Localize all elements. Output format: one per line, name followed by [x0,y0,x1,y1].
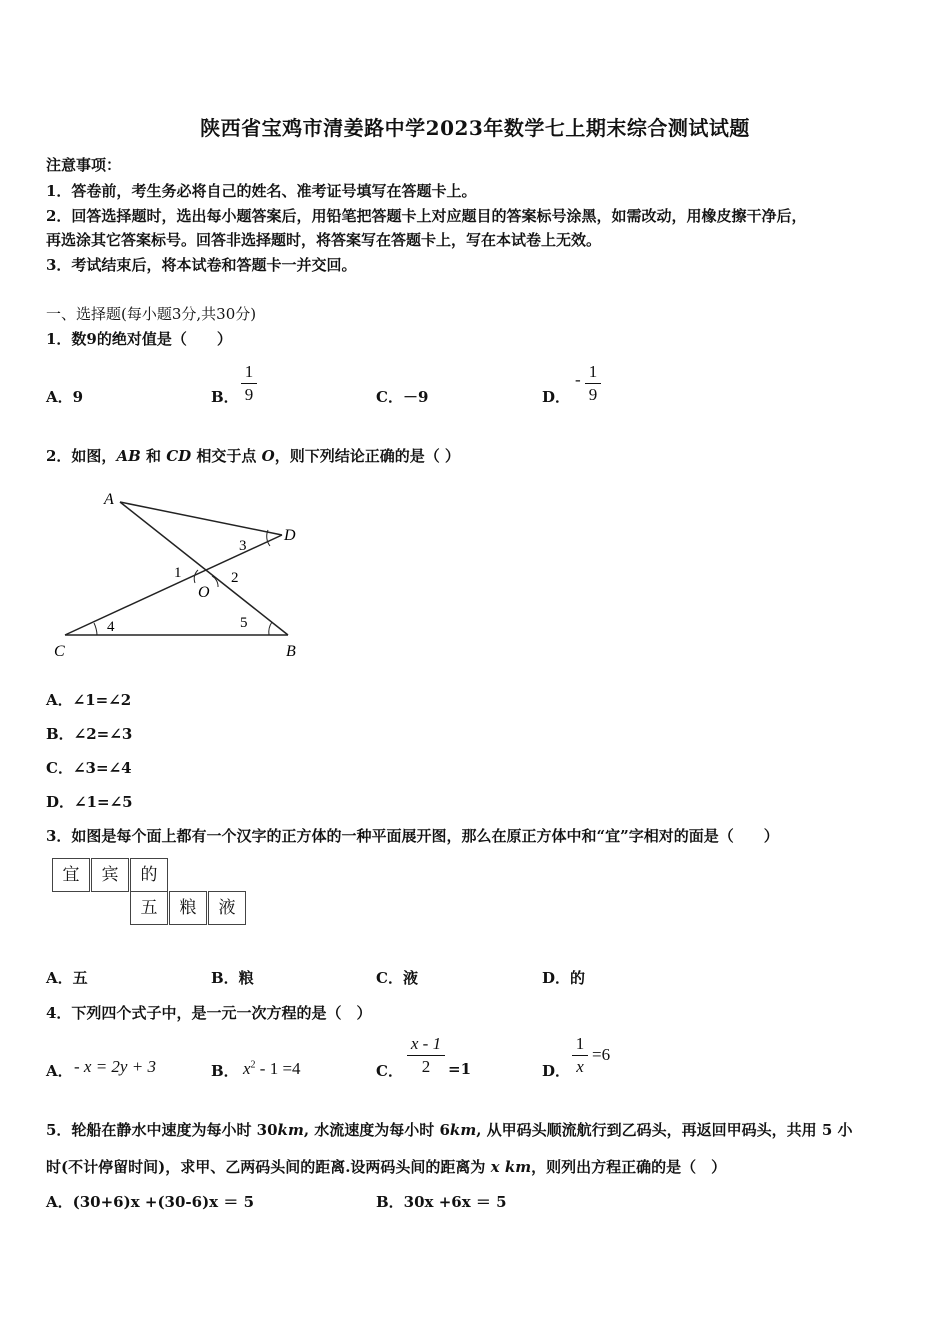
q4-option-d-label: D． [542,1062,571,1080]
angle-label-2: 2 [231,570,239,586]
angle-2-arc [212,576,218,587]
line-cd [65,535,282,635]
q3-option-c: C．液 [376,969,418,987]
angle-label-4: 4 [107,619,115,635]
angle-label-1: 1 [174,565,182,581]
q1-option-d-label: D． [542,388,571,406]
question-5-stem-line1 [46,1119,853,1140]
q2-option-d: D．∠1=∠5 [46,793,133,811]
notice-heading: 注意事项： [46,156,122,174]
angle-1-arc [194,570,198,583]
variable-x: x [243,1059,251,1078]
q1-option-c: C．－9 [376,388,429,406]
fraction-denominator: 9 [244,385,254,404]
question-1-stem: 1．数9的绝对值是（ ） [46,330,232,348]
stem-text: 时(不计停留时间)，求甲、乙两码头间的距离.设两码头间的距离为 [46,1158,491,1176]
intersecting-lines-figure [40,480,320,670]
question-5-stem-line2 [46,1156,726,1177]
notice-item: 再选涂其它答案标号。回答非选择题时，将答案写在答题卡上，写在本试卷上无效。 [46,231,602,249]
stem-text: ，则下列结论正确的是（ ） [274,447,460,465]
notice-item: 3．考试结束后，将本试卷和答题卡一并交回。 [46,256,357,274]
question-4-stem: 4．下列四个式子中，是一元一次方程的是（ ） [46,1004,372,1022]
cube-face: 五 [130,891,168,925]
fraction-numerator: 1 [588,362,598,381]
question-2-stem [46,445,460,466]
q1-option-b-label: B． [211,388,239,406]
cube-face: 宾 [91,858,129,892]
q4-option-b-expr [243,1059,301,1079]
q4-option-b-label: B． [211,1062,239,1080]
q3-option-d: D．的 [542,969,586,987]
label-b: B [286,643,296,660]
stem-text: 5．轮船在静水中速度为每小时 30 [46,1121,278,1139]
q2-option-c: C．∠3=∠4 [46,759,132,777]
cube-face: 粮 [169,891,207,925]
label-o: O [198,584,210,601]
q4-option-c-fraction [407,1034,445,1077]
q4-option-d-fraction [572,1034,588,1077]
q1-option-d-sign: - [575,370,581,389]
angle-5-arc [269,622,272,635]
angle-label-5: 5 [240,615,248,631]
q1-option-d-fraction [585,362,601,405]
question-3-stem: 3．如图是每个面上都有一个汉字的正方体的一种平面展开图，那么在原正方体中和“宜”字相对的面是（ ） [46,827,779,845]
stem-text: 2．如图， [46,447,117,465]
cube-face: 的 [130,858,168,892]
cube-face: 液 [208,891,246,925]
fraction-numerator: 1 [244,362,254,381]
exponent: 2 [250,1059,256,1071]
q2-option-b: B．∠2=∠3 [46,725,133,743]
stem-text: , 从甲码头顺流航行到乙码头，再返回甲码头，共用 5 小 [476,1121,853,1139]
q3-option-b: B．粮 [211,969,254,987]
fraction-numerator: x - 1 [410,1034,442,1053]
angle-4-arc [94,623,97,635]
label-d: D [284,527,296,544]
q3-option-a: A．五 [46,969,88,987]
notice-item: 1．答卷前，考生务必将自己的姓名、准考证号填写在答题卡上。 [46,182,477,200]
notice-item: 2．回答选择题时，选出每小题答案后，用铅笔把答题卡上对应题目的答案标号涂黑，如需改动，用橡皮擦干净后， [46,207,807,225]
expr-rest: - 1 =4 [255,1059,301,1078]
q2-option-a: A．∠1=∠2 [46,691,132,709]
point-o: O [261,447,275,465]
page-title: 陕西省宝鸡市清姜路中学2023年数学七上期末综合测试试题 [200,116,750,140]
stem-text: 相交于点 [191,447,262,465]
q4-option-a-label: A． [46,1062,73,1080]
q1-option-a: A．9 [46,388,84,406]
line-ad [120,502,282,535]
fraction-denominator: x [576,1057,584,1076]
q5-option-b: B．30x +6x ＝ 5 [376,1193,507,1211]
line-ab [120,502,288,635]
unit-km: km [277,1121,304,1139]
stem-text: , 水流速度为每小时 6 [303,1121,450,1139]
fraction-numerator: 1 [575,1034,585,1053]
fraction-denominator: 9 [588,385,598,404]
variable-x-km: x km [490,1158,532,1176]
cube-face: 宜 [52,858,90,892]
stem-text: 和 [140,447,167,465]
q4-option-a-expr: - x = 2y + 3 [74,1057,156,1076]
q1-option-b-fraction [241,362,257,405]
section-heading: 一、选择题(每小题3分,共30分) [46,305,257,323]
stem-text: ，则列出方程正确的是（ ） [531,1158,727,1176]
unit-km: km [449,1121,477,1139]
label-c: C [54,643,65,660]
segment-cd: CD [166,447,192,465]
label-a: A [104,491,114,508]
q4-option-d-rest: =6 [592,1045,611,1064]
segment-ab: AB [116,447,141,465]
q4-option-c-label: C． [376,1062,403,1080]
q5-option-a: A．(30+6)x +(30-6)x ＝ 5 [46,1193,255,1211]
q4-option-c-rest: =1 [448,1060,472,1078]
angle-label-3: 3 [239,538,247,554]
fraction-denominator: 2 [421,1057,431,1076]
